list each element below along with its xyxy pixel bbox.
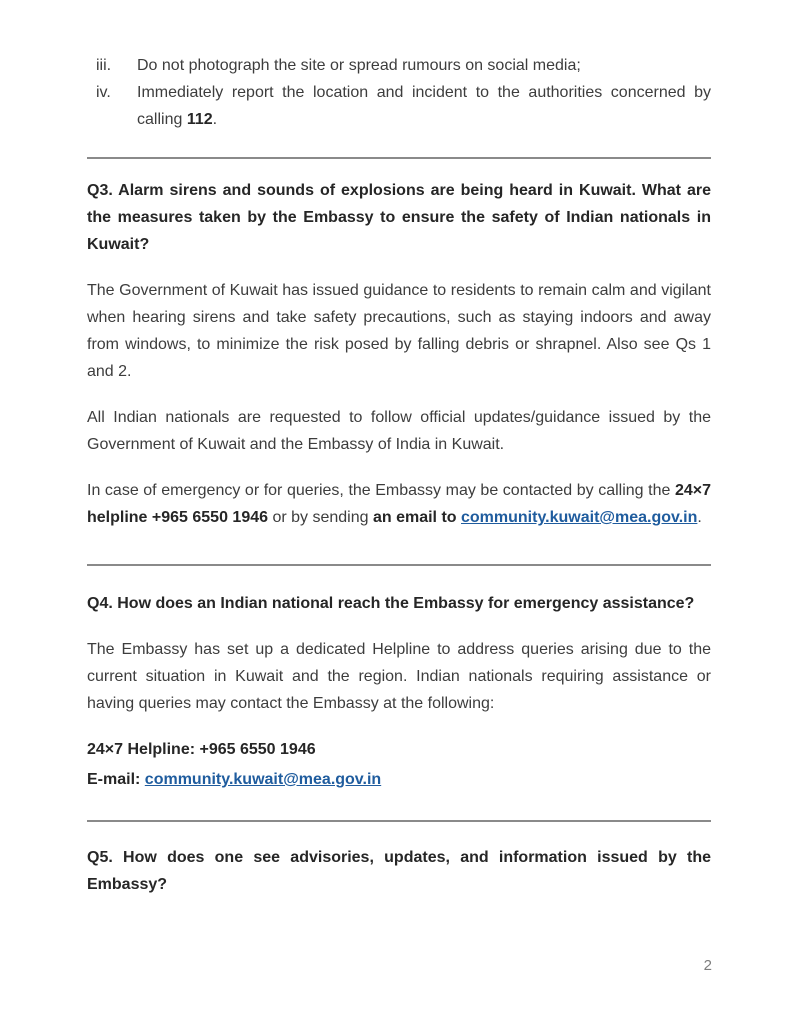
email-label: E-mail: [87,771,145,788]
q4-paragraph-1: The Embassy has set up a dedicated Helpline to address queries arising due to the current situation in Kuwait and the region. Indian nationals requiring assistance or having queries may contact the Embassy at the following: [87,641,711,712]
q3-paragraph-3-mid: or by sending [268,509,373,526]
emergency-number: 112 [186,111,213,128]
q5-heading: Q5. How does one see advisories, updates, and information issued by the Embassy? [87,849,711,893]
list-item-text [137,79,711,133]
q3-paragraph-3-end: . [697,509,702,526]
section-divider [87,157,711,159]
helpline-number-inline: 24×7 helpline +965 6550 1946 [87,482,711,526]
q4-heading: Q4. How does an Indian national reach the Embassy for emergency assistance? [87,595,695,612]
list-marker: iii. [96,57,112,74]
section-divider [87,564,711,566]
list-item-text-body: Immediately report the location and incident to the authorities concerned by calling [137,84,711,128]
list-item-text: Do not photograph the site or spread rumours on social media; [137,57,581,74]
helpline-contact-line: 24×7 Helpline: +965 6550 1946 [87,741,316,758]
list-item-text-end: . [212,111,218,128]
list-item [87,79,711,133]
q3-paragraph-3-bold: an email to [372,509,461,526]
q3-heading: Q3. Alarm sirens and sounds of explosions are being heard in Kuwait. What are the measures taken by the Embassy to ensure the safety of Indian nationals in Kuwait? [87,182,711,253]
q3-paragraph-1: The Government of Kuwait has issued guidance to residents to remain calm and vigilant when hearing sirens and take safety precautions, such as staying indoors and away from windows, to minimize the risk posed by falling debris or shrapnel. Also see Qs 1 and 2. [87,282,711,380]
email-contact-line [87,766,711,793]
embassy-email-link[interactable]: community.kuwait@mea.gov.in [144,771,382,788]
list-marker: iv. [96,84,111,101]
embassy-email-link[interactable]: community.kuwait@mea.gov.in [461,509,698,526]
section-divider [87,820,711,822]
q3-paragraph-2: All Indian nationals are requested to follow official updates/guidance issued by the Government of Kuwait and the Embassy of India in Kuwait. [87,409,711,453]
list-item [87,52,711,79]
page-number: 2 [703,957,712,974]
instruction-list [87,52,711,133]
q3-paragraph-3-text: In case of emergency or for queries, the Embassy may be contacted by calling the [87,482,675,499]
q3-paragraph-3 [87,477,711,531]
